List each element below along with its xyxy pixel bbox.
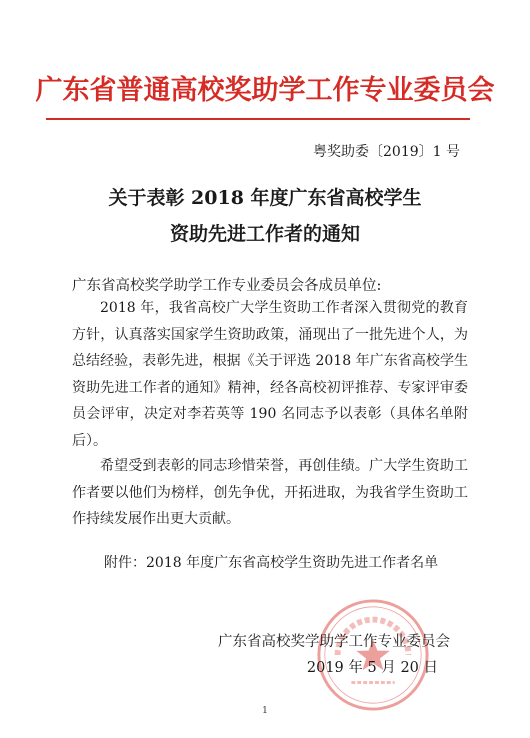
letterhead-title: 广东省普通高校奖助学工作专业委员会 (35, 75, 495, 106)
official-seal-icon (314, 596, 432, 714)
addressee: 广东省高校奖学助学工作专业委员会各成员单位: (72, 278, 382, 294)
body-paragraph-1: 2018 年，我省高校广大学生资助工作者深入贯彻党的教育方针，认真落实国家学生资助政策，涌现出了一批先进个人，为总结经验，表彰先进，根据《关于评选 2018 年广东省高校学生资助先进工作者的通知》精神，经各高校初评推荐、专家评审委员会评审，决定对李若英等 190 名同志予以表彰（具体名单附后）。 (72, 300, 468, 449)
letterhead-divider (46, 118, 470, 120)
document-title-line-2: 资助先进工作者的通知 (169, 223, 360, 245)
issuer-signature: 广东省高校奖学助学工作专业委员会 (218, 634, 450, 650)
attachment-note: 附件：2018 年度广东省高校学生资助先进工作者名单 (104, 555, 439, 571)
document-number: 粤奖助委〔2019〕1 号 (313, 144, 460, 160)
document-title-line-1: 关于表彰 2018 年度广东省高校学生 (108, 187, 422, 209)
page-number: 1 (262, 706, 268, 716)
issue-date: 2019 年 5 月 20 日 (306, 660, 438, 676)
body-paragraph-2: 希望受到表彰的同志珍惜荣誉，再创佳绩。广大学生资助工作者要以他们为榜样，创先争优，开拓进取，为我省学生资助工作持续发展作出更大贡献。 (72, 458, 468, 527)
